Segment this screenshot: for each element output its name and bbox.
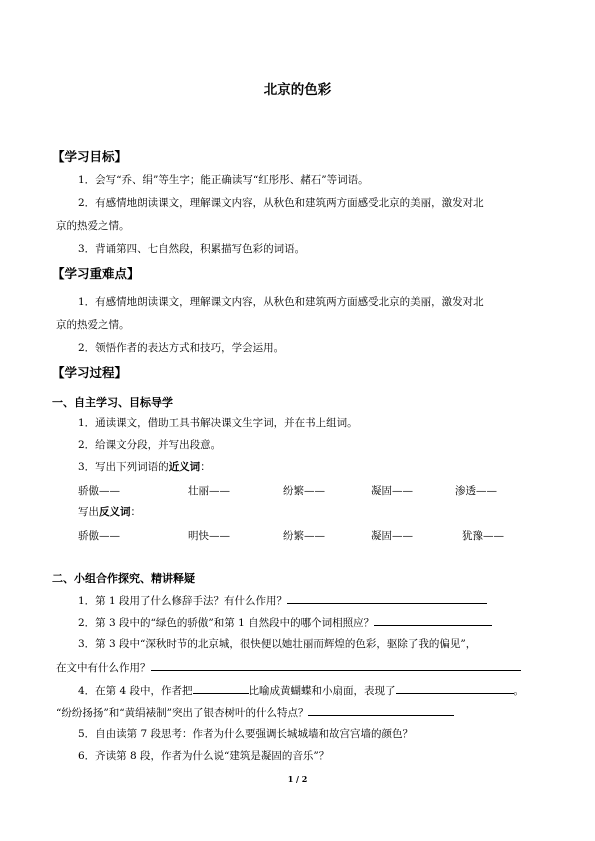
answer-blank-2[interactable] (374, 614, 492, 626)
key-point-1: 1．有感情地朗读课文，理解课文内容，从秋色和建筑两方面感受北京的美丽，激发对北 (78, 296, 484, 308)
question-4-cont (56, 704, 454, 720)
process-heading: 【学习过程】 (52, 365, 128, 380)
part1-heading: 一、自主学习、目标导学 (52, 396, 173, 409)
question-3: 3．第 3 段中“深秋时节的北京城，很快便以她壮丽而辉煌的色彩，驱除了我的偏见”， (78, 638, 477, 650)
page-number: 1 / 2 (287, 774, 308, 784)
antonym-bold: 反义词 (99, 506, 131, 518)
antonym-item-4: 凝固—— (371, 530, 413, 542)
synonym-item-2: 壮丽—— (188, 485, 230, 497)
question-1-text: 1．第 1 段用了什么修辞手法？有什么作用？ (78, 595, 288, 607)
goal-item-1: 1．会写“乔、绢”等生字；能正确读写“红彤彤、赭石”等词语。 (78, 174, 369, 186)
question-1 (78, 592, 487, 608)
answer-blank-4c[interactable] (308, 704, 454, 716)
part2-heading: 二、小组合作探究、精讲释疑 (52, 572, 195, 585)
antonym-item-3: 纷繁—— (283, 530, 325, 542)
answer-blank-4b[interactable] (396, 682, 514, 694)
goals-heading: 【学习目标】 (52, 149, 128, 164)
question-4-text-b: 比喻成黄蝴蝶和小扇面，表现了 (248, 685, 396, 697)
synonym-item-3: 纷繁—— (283, 485, 325, 497)
antonym-item-2: 明快—— (188, 530, 230, 542)
part1-item-2: 2．给课文分段，并写出段意。 (78, 439, 222, 451)
answer-blank-3[interactable] (151, 659, 521, 671)
synonym-item-5: 渗透—— (455, 485, 497, 497)
synonym-item-1: 骄傲—— (78, 485, 120, 497)
question-4-text-c: 。 (513, 685, 525, 697)
synonym-suffix: ： (200, 461, 211, 473)
question-3-cont-text: 在文中有什么作用？ (56, 662, 151, 674)
answer-blank-4a[interactable] (193, 682, 249, 694)
question-4-cont-text: “纷纷扬扬”和“黄绢裱制”突出了银杏树叶的什么特点？ (56, 707, 309, 719)
question-2-text: 2．第 3 段中的“绿色的骄傲”和第 1 自然段中的哪个词相照应？ (78, 617, 375, 629)
goal-item-2: 2．有感情地朗读课文，理解课文内容，从秋色和建筑两方面感受北京的美丽，激发对北 (78, 197, 484, 209)
goal-item-3: 3．背诵第四、七自然段，积累描写色彩的词语。 (78, 243, 306, 255)
goal-item-2-cont: 京的热爱之情。 (56, 220, 130, 232)
part1-item-3 (78, 460, 211, 474)
key-point-1-cont: 京的热爱之情。 (56, 319, 130, 331)
key-points-heading: 【学习重难点】 (52, 266, 140, 281)
question-6: 6．齐读第 8 段，作者为什么说“建筑是凝固的音乐”？ (78, 750, 330, 762)
question-5: 5．自由读第 7 段思考：作者为什么要强调长城城墙和故宫宫墙的颜色？ (78, 728, 414, 740)
synonym-bold: 近义词 (168, 461, 201, 473)
answer-blank-1[interactable] (287, 592, 487, 604)
antonym-suffix: ： (130, 506, 141, 518)
question-2 (78, 614, 492, 630)
synonym-prefix: 3．写出下列词语的 (78, 461, 169, 473)
synonym-item-4: 凝固—— (371, 485, 413, 497)
page-title: 北京的色彩 (263, 82, 332, 98)
question-4-text-a: 4．在第 4 段中，作者把 (78, 685, 193, 697)
antonym-label (78, 505, 141, 519)
part1-item-1: 1．通读课文，借助工具书解决课文生字词，并在书上组词。 (78, 417, 358, 429)
question-3-cont (56, 659, 521, 675)
antonym-item-1: 骄傲—— (78, 530, 120, 542)
key-point-2: 2．领悟作者的表达方式和技巧，学会运用。 (78, 342, 285, 354)
antonym-prefix: 写出 (78, 506, 99, 518)
antonym-item-5: 犹豫—— (462, 530, 504, 542)
question-4 (78, 682, 524, 698)
